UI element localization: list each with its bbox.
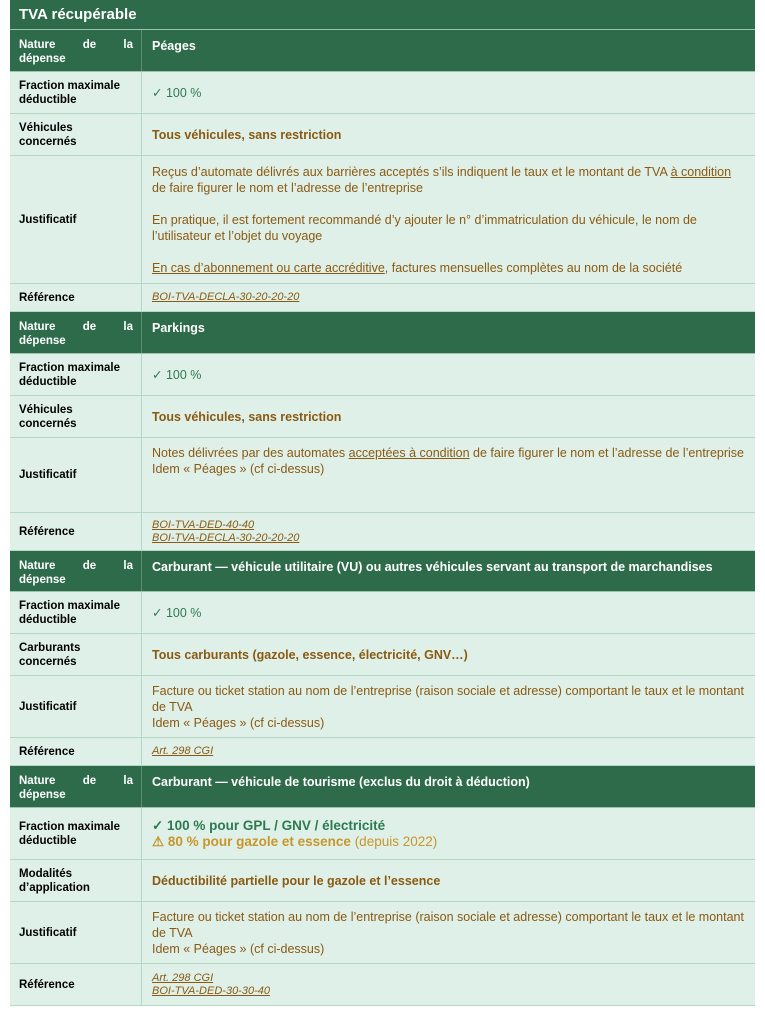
- fraction-line-gazole: [152, 834, 746, 850]
- text: , factures mensuelles complètes au nom de la société: [384, 260, 683, 275]
- justificatif-paragraph: Idem « Péages » (cf ci-dessus): [152, 715, 325, 730]
- text: de faire figurer le nom et l’adresse de l’entreprise: [469, 446, 745, 460]
- label-vehicules: Véhicules concernés: [10, 114, 142, 155]
- note-text: (depuis 2022): [350, 833, 438, 849]
- nature-value: Carburant — véhicule de tourisme (exclus du droit à déduction): [152, 775, 530, 789]
- row-justificatif: [10, 438, 755, 513]
- row-vehicules: [10, 396, 755, 438]
- reference-link[interactable]: BOI-TVA-DED-30-30-40: [152, 984, 270, 997]
- nature-value: Parkings: [152, 321, 205, 335]
- modalites-value: Déductibilité partielle pour le gazole et l’essence: [152, 873, 441, 888]
- fraction-value: ✓ 100 %: [152, 605, 202, 620]
- justificatif-paragraph: Idem « Péages » (cf ci-dessus): [152, 462, 325, 476]
- text: de faire figurer le nom et l’adresse de l’entreprise: [152, 180, 423, 195]
- justificatif-paragraph: Facture ou ticket station au nom de l’entreprise (raison sociale et adresse) comportant le taux et le montant de TVA: [152, 909, 744, 940]
- reference-link[interactable]: Art. 298 CGI: [152, 745, 214, 757]
- justificatif-value: [142, 902, 755, 963]
- label-nature: Nature de la dépense: [10, 312, 142, 353]
- reference-value: [142, 284, 755, 311]
- justificatif-paragraph: En pratique, il est fortement recommandé d’y ajouter le n° d’immatriculation du véhicule, le nom de l’utilisateur et l’objet du voyage: [152, 212, 697, 243]
- justificatif-paragraph: Facture ou ticket station au nom de l’entreprise (raison sociale et adresse) comportant le taux et le montant de TVA: [152, 683, 744, 714]
- label-nature: Nature de la dépense: [10, 551, 142, 591]
- reference-link[interactable]: BOI-TVA-DED-40-40: [152, 518, 255, 531]
- row-fraction: [10, 354, 755, 396]
- row-justificatif: [10, 676, 755, 738]
- carburants-value: Tous carburants (gazole, essence, électricité, GNV…): [152, 647, 468, 662]
- label-nature: Nature de la dépense: [10, 30, 142, 71]
- text: Notes délivrées par des automates: [152, 446, 349, 460]
- row-justificatif: [10, 156, 755, 284]
- underlined-text: à condition: [670, 164, 732, 179]
- section-header-parkings: [10, 312, 755, 354]
- vat-table: [10, 0, 755, 1006]
- label-justificatif: Justificatif: [10, 438, 142, 512]
- row-carburants: [10, 634, 755, 676]
- underlined-text: acceptées à condition: [348, 446, 470, 460]
- fraction-line-gpl: ✓ 100 % pour GPL / GNV / électricité: [152, 817, 386, 833]
- vehicules-value: Tous véhicules, sans restriction: [152, 127, 342, 142]
- label-reference: Référence: [10, 513, 142, 550]
- section-header-carburant-vu: [10, 551, 755, 592]
- label-carburants: Carburants concernés: [10, 634, 142, 675]
- justificatif-value: [142, 438, 755, 512]
- label-modalites: Modalités d’application: [10, 860, 142, 901]
- underlined-text: En cas d’abonnement ou carte accréditive: [152, 260, 385, 275]
- label-reference: Référence: [10, 738, 142, 765]
- row-reference: [10, 513, 755, 551]
- reference-link[interactable]: Art. 298 CGI: [152, 971, 214, 984]
- nature-value: Péages: [152, 39, 196, 53]
- text: Reçus d’automate délivrés aux barrières acceptés s’ils indiquent le taux et le montant de TVA: [152, 164, 671, 179]
- justificatif-paragraph: Idem « Péages » (cf ci-dessus): [152, 941, 325, 956]
- justificatif-paragraph: [152, 445, 746, 461]
- label-fraction: Fraction maximale déductible: [10, 354, 142, 395]
- spacer: [152, 244, 746, 260]
- justificatif-value: [142, 156, 755, 283]
- label-justificatif: Justificatif: [10, 902, 142, 963]
- reference-value: [142, 513, 755, 550]
- fraction-value: ✓ 100 %: [152, 367, 202, 382]
- row-reference: [10, 738, 755, 766]
- row-fraction: [10, 592, 755, 634]
- spacer: [152, 196, 746, 212]
- row-modalites: [10, 860, 755, 902]
- reference-link[interactable]: BOI-TVA-DECLA-30-20-20-20: [152, 291, 300, 303]
- row-justificatif: [10, 902, 755, 964]
- row-reference: [10, 284, 755, 312]
- warning-text: ⚠ 80 % pour gazole et essence: [152, 833, 351, 849]
- section-header-carburant-tourisme: [10, 766, 755, 808]
- justificatif-paragraph: [152, 260, 746, 276]
- row-fraction: [10, 808, 755, 860]
- fraction-value: [142, 808, 755, 859]
- row-reference: [10, 964, 755, 1006]
- reference-value: [142, 964, 755, 1005]
- label-reference: Référence: [10, 964, 142, 1005]
- label-nature: Nature de la dépense: [10, 766, 142, 807]
- label-justificatif: Justificatif: [10, 676, 142, 737]
- nature-value: Carburant — véhicule utilitaire (VU) ou autres véhicules servant au transport de marchandises: [152, 560, 713, 574]
- label-vehicules: Véhicules concernés: [10, 396, 142, 437]
- label-fraction: Fraction maximale déductible: [10, 808, 142, 859]
- section-header-peages: [10, 30, 755, 72]
- label-fraction: Fraction maximale déductible: [10, 592, 142, 633]
- justificatif-value: [142, 676, 755, 737]
- reference-value: [142, 738, 755, 765]
- vehicules-value: Tous véhicules, sans restriction: [152, 409, 342, 424]
- label-fraction: Fraction maximale déductible: [10, 72, 142, 113]
- row-vehicules: [10, 114, 755, 156]
- reference-link[interactable]: BOI-TVA-DECLA-30-20-20-20: [152, 531, 300, 544]
- label-justificatif: Justificatif: [10, 156, 142, 283]
- fraction-value: ✓ 100 %: [152, 85, 202, 100]
- table-title: TVA récupérable: [10, 0, 755, 30]
- label-reference: Référence: [10, 284, 142, 311]
- row-fraction: [10, 72, 755, 114]
- justificatif-paragraph: [152, 164, 746, 196]
